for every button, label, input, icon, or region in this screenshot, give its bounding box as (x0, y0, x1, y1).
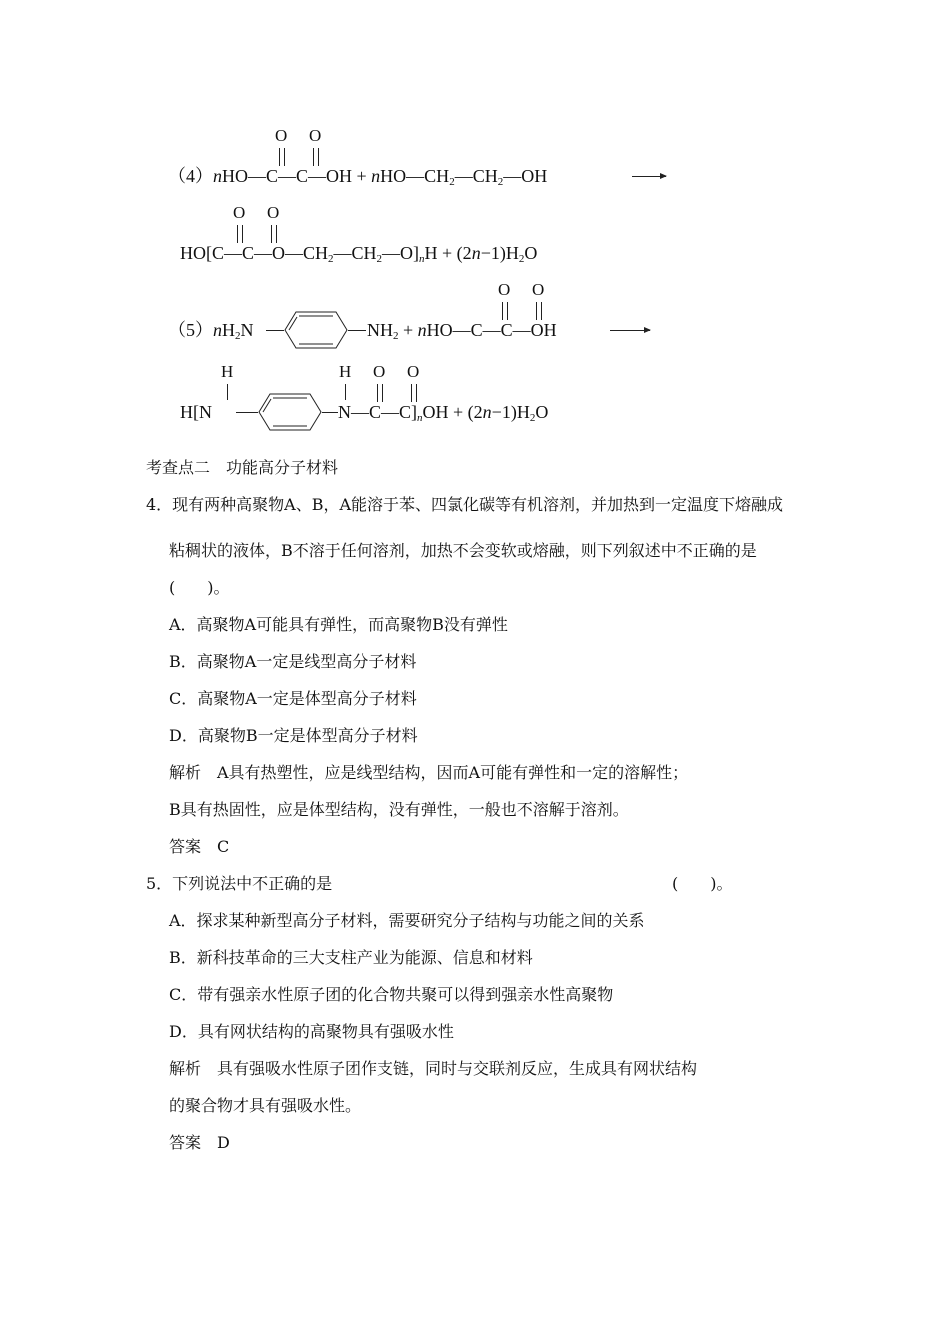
equation-5-product-left: H[N (180, 402, 212, 422)
bracket-open: [ (193, 402, 199, 422)
analysis-text: 解析 A具有热塑性，应是线型结构，因而A可能有弹性和一定的溶解性； (169, 763, 689, 782)
double-bond (411, 384, 417, 402)
oxygen-atom: O (267, 203, 280, 222)
option-c: C．带有强亲水性原子团的化合物共聚可以得到强亲水性高聚物 (169, 985, 614, 1004)
equation-4-reactants: （4）nHO—C—C—OH + $nHO—CH_2—CH_2—OH$ (168, 166, 548, 188)
benzene-ring-icon (258, 392, 322, 432)
answer-blank: ( )。 (672, 874, 733, 893)
option-b: B．高聚物A一定是线型高分子材料 (169, 652, 417, 671)
double-bond (313, 148, 319, 166)
question-stem: 4．现有两种高聚物A、B，A能溶于苯、四氯化碳等有机溶剂，并加热到一定温度下熔融成 (146, 495, 784, 514)
double-bond (271, 225, 277, 243)
double-bond (377, 384, 383, 402)
oxygen-atom: O (498, 280, 511, 299)
oxygen-atom: O (373, 362, 386, 381)
answer-text: 答案 C (169, 837, 230, 856)
bracket-close: ] (411, 402, 418, 422)
option-d: D．高聚物B一定是体型高分子材料 (169, 726, 418, 745)
hydrogen-atom: H (339, 362, 352, 381)
equation-5-product-right: $N—C—C]_nOH + (2n-1)H_2O$ (338, 402, 549, 424)
double-bond (502, 302, 508, 320)
benzene-ring-icon (284, 310, 348, 350)
oxygen-atom: O (407, 362, 420, 381)
bond-line (266, 330, 284, 331)
analysis-text: 的聚合物才具有强吸水性。 (169, 1096, 362, 1115)
reaction-arrow (632, 176, 666, 177)
answer-blank: ( )。 (169, 578, 230, 597)
double-bond (536, 302, 542, 320)
answer-text: 答案 D (169, 1133, 230, 1152)
bond-line (348, 330, 366, 331)
bracket-open: [ (206, 243, 212, 263)
option-a: A．高聚物A可能具有弹性，而高聚物B没有弹性 (169, 615, 508, 634)
reaction-arrow (610, 330, 650, 331)
hydrogen-atom: H (221, 362, 234, 381)
option-a: A．探求某种新型高分子材料，需要研究分子结构与功能之间的关系 (169, 911, 645, 930)
oxygen-atom: O (532, 280, 545, 299)
option-d: D．具有网状结构的高聚物具有强吸水性 (169, 1022, 454, 1041)
section-title: 考查点二 功能高分子材料 (146, 458, 339, 477)
bracket-close: ] (413, 243, 420, 263)
double-bond (279, 148, 285, 166)
equation-5-reactants: $NH_2$ + nHO—C—C—OH (367, 320, 557, 342)
oxygen-atom: O (309, 126, 322, 145)
question-stem: 5．下列说法中不正确的是 (146, 874, 333, 893)
option-c: C．高聚物A一定是体型高分子材料 (169, 689, 417, 708)
equation-5-label: $(5)nH_2N$ (168, 320, 254, 342)
analysis-text: 解析 具有强吸水性原子团作支链，同时与交联剂反应，生成具有网状结构 (169, 1059, 698, 1078)
bond-line (322, 412, 338, 413)
oxygen-atom: O (275, 126, 288, 145)
equation-4-products: $HO[C—C—O—CH_2—CH_2—O]_nH + (2n-1)H_2O$ (180, 243, 538, 265)
oxygen-atom: O (233, 203, 246, 222)
analysis-text: B具有热固性，应是体型结构，没有弹性，一般也不溶解于溶剂。 (169, 800, 629, 819)
bond-line (227, 384, 228, 400)
double-bond (237, 225, 243, 243)
bond-line (345, 384, 346, 400)
option-b: B．新科技革命的三大支柱产业为能源、信息和材料 (169, 948, 533, 967)
bond-line (236, 412, 258, 413)
question-stem: 粘稠状的液体，B不溶于任何溶剂，加热不会变软或熔融，则下列叙述中不正确的是 (169, 541, 757, 560)
